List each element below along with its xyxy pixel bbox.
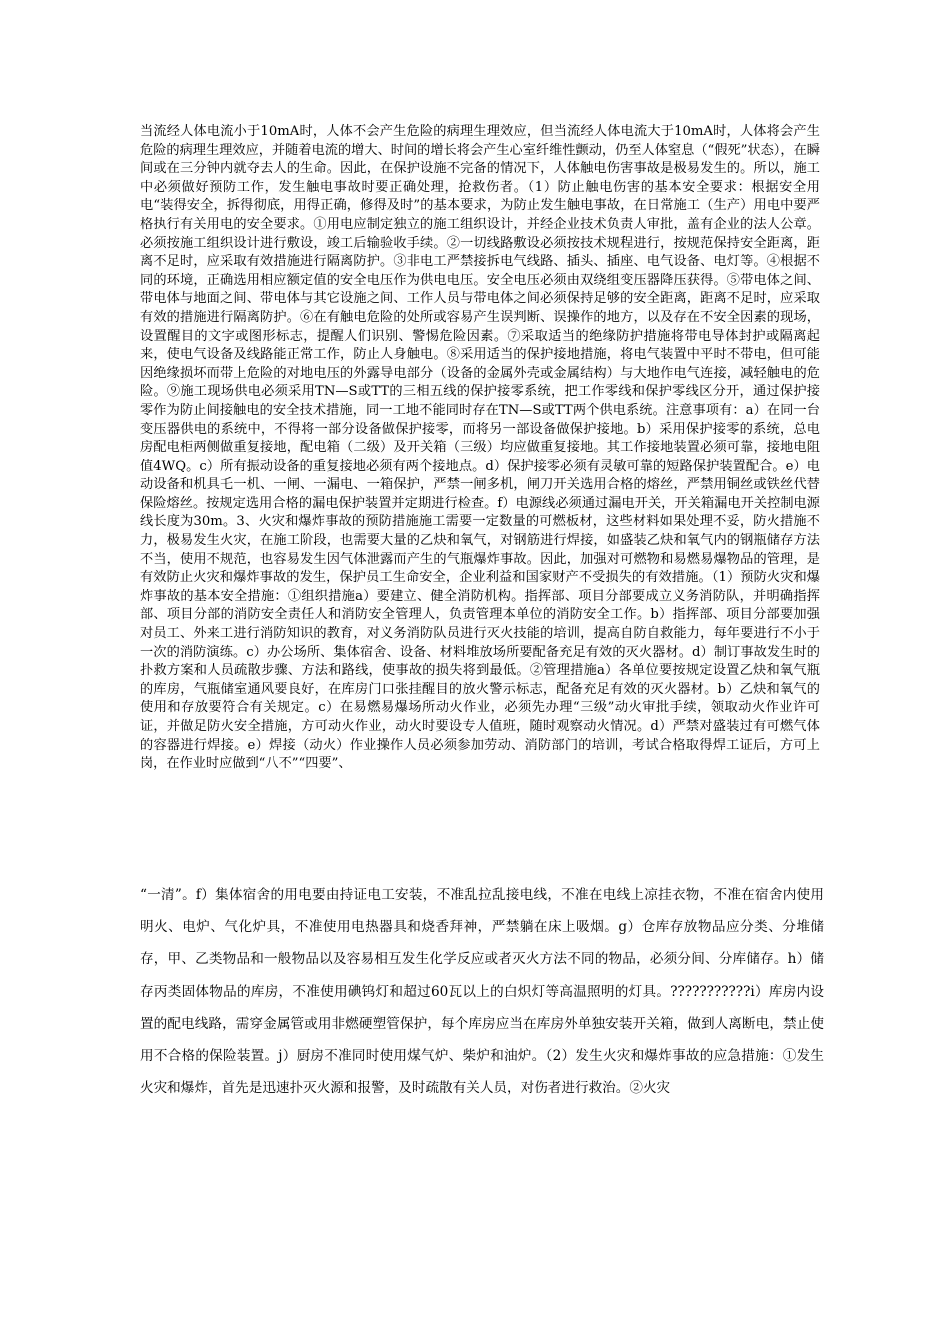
- body-text-dense: 当流经人体电流小于10mA时，人体不会产生危险的病理生理效应，但当流经人体电流大于10mA时，人体将会产生危险的病理生理效应，并随着电流的增大、时间的增长将会产生心室纤维性颤动，仍至人体窒息（“假死”状态），在瞬间或在三分钟内就夺去人的生命。因此，在保护设施不完备的情况下，人体触电伤害事故是极易发生的。所以，施工中必须做好预防工作，发生触电事故时要正确处理，抢救伤者。（1）防止触电伤害的基本安全要求：根据安全用电“装得安全，拆得彻底，用得正确，修得及时”的基本要求，为防止发生触电事故，在日常施工（生产）用电中要严格执行有关用电的安全要求。①用电应制定独立的施工组织设计，并经企业技术负责人审批，盖有企业的法人公章。必须按施工组织设计进行敷设，竣工后输验收手续。②一切线路敷设必须按技术规程进行，按规范保持安全距离，距离不足时，应采取有效措施进行隔离防护。③非电工严禁接拆电气线路、插头、插座、电气设备、电灯等。④根据不同的环境，正确选用相应额定值的安全电压作为供电电压。安全电压必须由双绕组变压器降压获得。⑤带电体之间、带电体与地面之间、带电体与其它设施之间、工作人员与带电体之间必须保持足够的安全距离，距离不足时，应采取有效的措施进行隔离防护。⑥在有触电危险的处所或容易产生误判断、误操作的地方，以及存在不安全因素的现场，设置醒目的文字或图形标志，提醒人们识别、警惕危险因素。⑦采取适当的绝缘防护措施将带电导体封护或隔离起来，使电气设备及线路能正常工作，防止人身触电。⑧采用适当的保护接地措施，将电气装置中平时不带电，但可能因绝缘损坏而带上危险的对地电压的外露导电部分（设备的金属外壳或金属结构）与大地作电气连接，减轻触电的危险。⑨施工现场供电必须采用TN—S或TT的三相五线的保护接零系统，把工作零线和保护零线区分开，通过保护接零作为防止间接触电的安全技术措施，同一工地不能同时存在TN—S或TT两个供电系统。注意事项有：a）在同一台变压器供电的系统中，不得将一部分设备做保护接零，而将另一部设备做保护接地。b）采用保护接零的系统，总电房配电柜两侧做重复接地，配电箱（二级）及开关箱（三级）均应做重复接地。其工作接地装置必须可靠，接地电阻值4WQ。c）所有振动设备的重复接地必须有两个接地点。d）保护接零必须有灵敏可靠的短路保护装置配合。e）电动设备和机具乇一机、一闸、一漏电、一箱保护，严禁一闸多机，闸刀开关选用合格的熔丝，严禁用铜丝或铁丝代替保险熔丝。按规定选用合格的漏电保护装置并定期进行检查。f）电源线必须通过漏电开关，开关箱漏电开关控制电源线长度为30m。3、火灾和爆炸事故的预防措施施工需要一定数量的可燃板材，这些材料如果处理不妥，防火措施不力，极易发生火灾，在施工阶段，也需要大量的乙炔和氧气，对钢筋进行焊接，如盛装乙炔和氧气内的钢瓶储存方法不当，使用不规范，也容易发生因气体泄露而产生的气瓶爆炸事故。因此，加强对可燃物和易燃易爆物品的管理，是有效防止火灾和爆炸事故的发生，保护员工生命安全，企业利益和国家财产不受损失的有效措施。（1）预防火灾和爆炸事故的基本安全措施：①组织措施a）要建立、健全消防机构。指挥部、项目分部要成立义务消防队，并明确指挥部、项目分部的消防安全责任人和消防安全管理人，负责管理本单位的消防安全工作。b）指挥部、项目分部要加强对员工、外来工进行消防知识的教育，对义务消防队员进行灭火技能的培训，提高自防自救能力，每年要进行不小于一次的消防演练。c）办公场所、集体宿舍、设备、材料堆放场所要配备充足有效的灭火器材。d）制订事故发生时的扑救方案和人员疏散步骤、方法和路线，使事故的损失将到最低。②管理措施a）各单位要按规定设置乙炔和氧气瓶的库房，气瓶储室通风要良好，在库房门口张挂醒目的放火警示标志，配备充足有效的灭火器材。b）乙炔和氧气的使用和存放要符合有关规定。c）在易燃易爆场所动火作业，必须先办理“三级”动火审批手续，领取动火作业许可证，并做足防火安全措施，方可动火作业，动火时要设专人值班，随时观察动火情况。d）严禁对盛装过有可燃气体的容器进行焊接。e）焊接（动火）作业操作人员必须参加劳动、消防部门的培训，考试合格取得焊工证后，方可上岗，在作业时应做到“八不”“四要”、: [140, 124, 820, 772]
- body-text-continued: “一清”。f）集体宿舍的用电要由持证电工安装，不准乱拉乱接电线，不准在电线上凉挂衣物，不准在宿舍内使用明火、电炉、气化炉具，不准使用电热器具和烧香拜神，严禁躺在床上吸烟。g）仓库存放物品应分类、分堆储存，甲、乙类物品和一般物品以及容易相互发生化学反应或者灭火方法不同的物品，必须分间、分库储存。h）储存丙类固体物品的库房，不准使用碘钨灯和超过60瓦以上的白炽灯等高温照明的灯具。???????????i）库房内设置的配电线路，需穿金属管或用非燃硬塑管保护，每个库房应当在库房外单独安装开关箱，做到人离断电，禁止使用不合格的保险装置。j）厨房不准同时使用煤气炉、柴炉和油炉。（2）发生火灾和爆炸事故的应急措施：①发生火灾和爆炸，首先是迅速扑灭火源和报警，及时疏散有关人员，对伤者进行救治。②火灾: [140, 887, 824, 1097]
